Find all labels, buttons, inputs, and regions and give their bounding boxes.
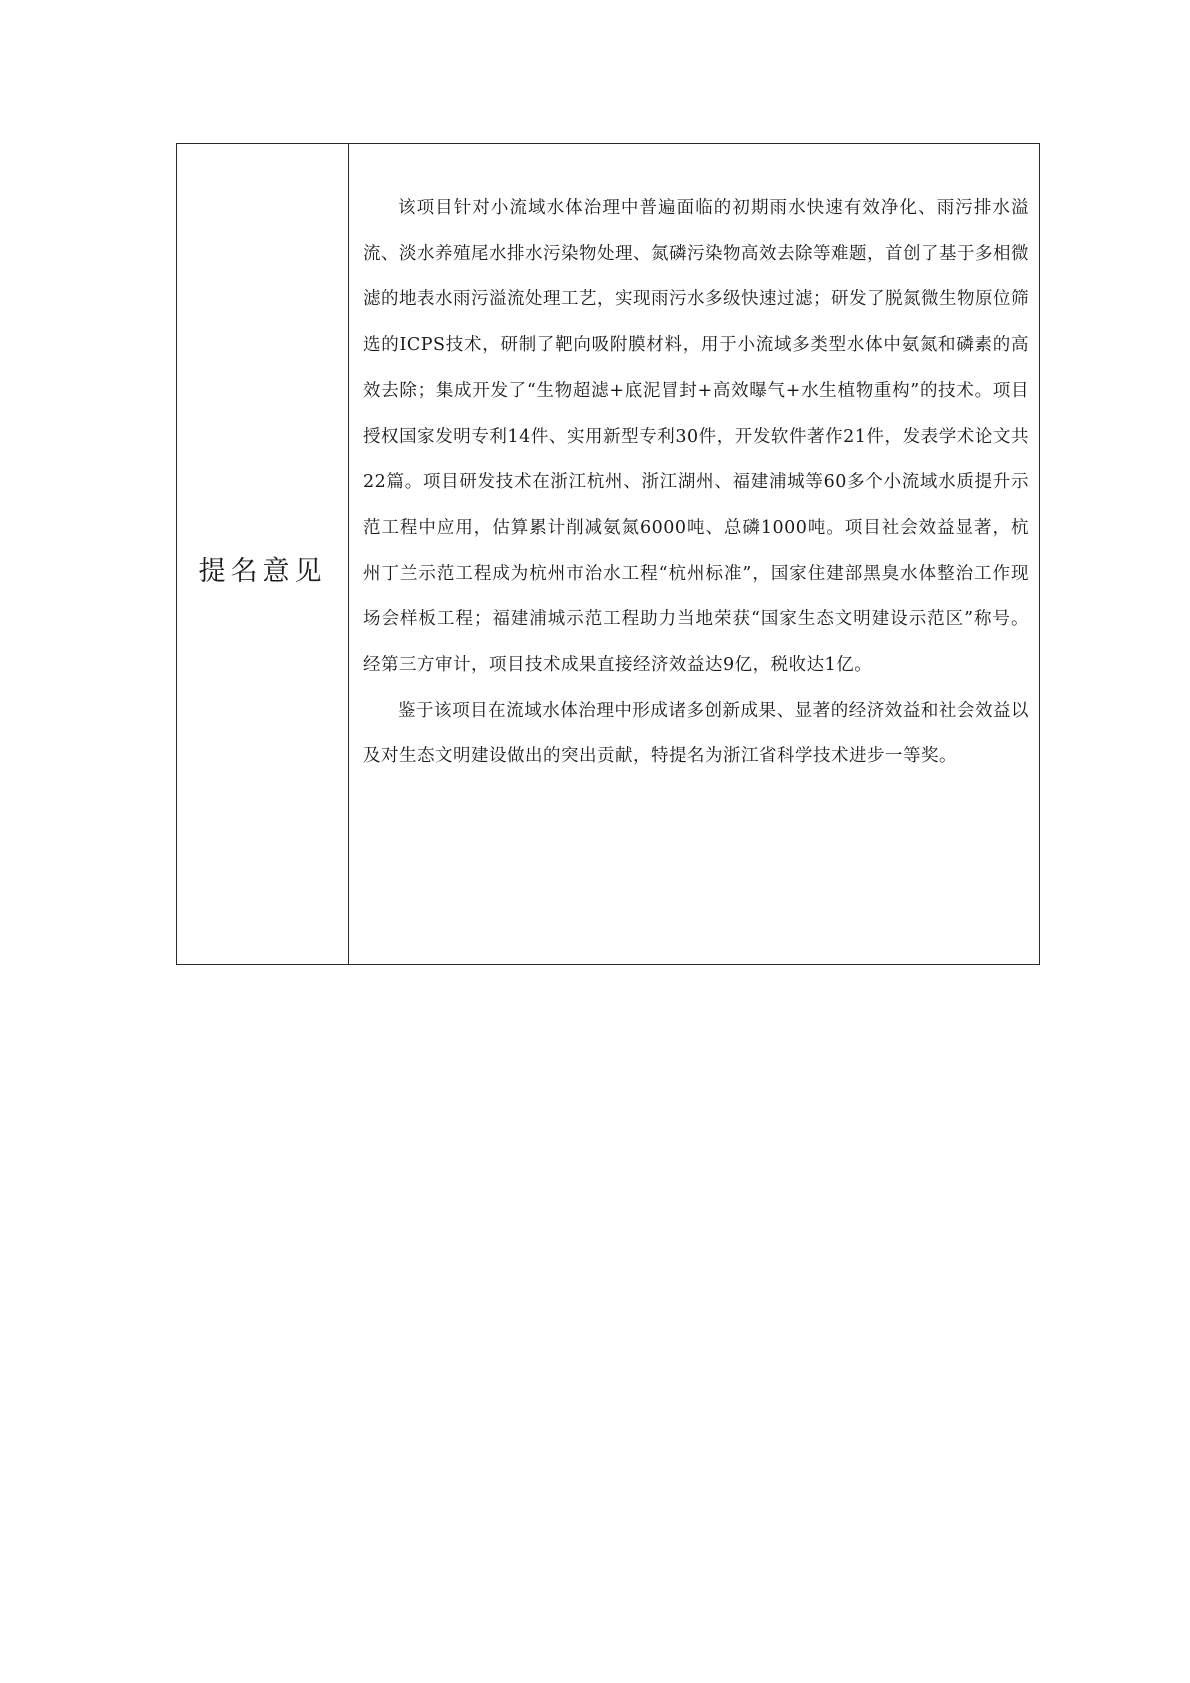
label-cell: [177, 144, 349, 964]
nomination-opinion-table: [176, 143, 1040, 965]
nomination-opinion-label: 提名意见: [198, 555, 327, 587]
opinion-paragraph-1: 该项目针对小流域水体治理中普遍面临的初期雨水快速有效净化、雨污排水溢流、淡水养殖尾水排水污染物处理、氮磷污染物高效去除等难题，首创了基于多相微滤的地表水雨污溢流处理工艺，实现雨污水多级快速过滤；研发了脱氮微生物原位筛选的ICPS技术，研制了靶向吸附膜材料，用于小流域多类型水体中氨氮和磷素的高效去除；集成开发了“生物超滤+底泥冒封+高效曝气+水生植物重构”的技术。项目授权国家发明专利14件、实用新型专利30件，开发软件著作21件，发表学术论文共22篇。项目研发技术在浙江杭州、浙江湖州、福建浦城等60多个小流域水质提升示范工程中应用，估算累计削减氨氮6000吨、总磷1000吨。项目社会效益显著，杭州丁兰示范工程成为杭州市治水工程“杭州标准”，国家住建部黑臭水体整治工作现场会样板工程；福建浦城示范工程助力当地荣获“国家生态文明建设示范区”称号。经第三方审计，项目技术成果直接经济效益达9亿，税收达1亿。: [363, 198, 1029, 676]
content-cell: [349, 144, 1039, 964]
opinion-paragraph-2: 鉴于该项目在流域水体治理中形成诸多创新成果、显著的经济效益和社会效益以及对生态文明建设做出的突出贡献，特提名为浙江省科学技术进步一等奖。: [363, 700, 1029, 767]
